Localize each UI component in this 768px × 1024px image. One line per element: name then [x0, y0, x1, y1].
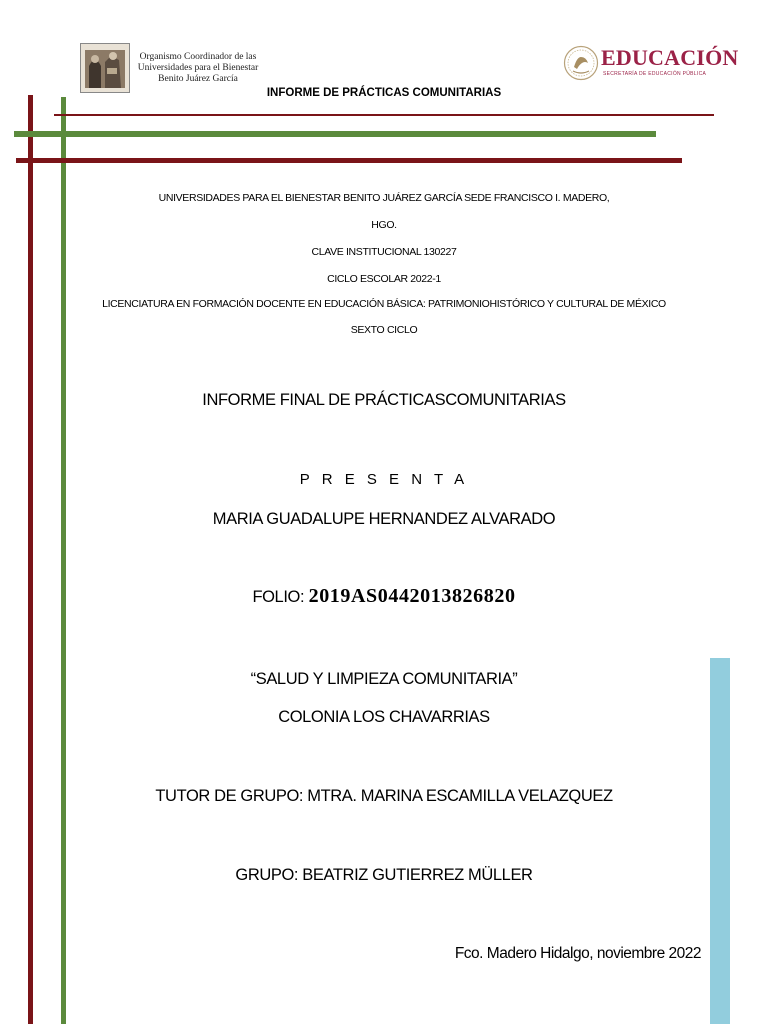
presenta-label: P R E S E N T A [299, 471, 469, 488]
school-cycle: CICLO ESCOLAR 2022-1 [327, 273, 441, 285]
folio [0, 585, 768, 608]
national-seal-icon [563, 45, 599, 81]
group-name: GRUPO: BEATRIZ GUTIERREZ MÜLLER [235, 866, 533, 884]
semester: SEXTO CICLO [350, 324, 418, 336]
header-divider-line [54, 114, 714, 116]
neighborhood: COLONIA LOS CHAVARRIAS [278, 708, 490, 726]
education-logo-title: EDUCACIÓN [601, 45, 739, 70]
folio-number: 2019AS0442013826820 [308, 585, 516, 607]
place-and-date: Fco. Madero Hidalgo, noviembre 2022 [454, 945, 701, 962]
group-tutor: TUTOR DE GRUPO: MTRA. MARINA ESCAMILLA VELAZQUEZ [155, 787, 613, 805]
org-line: Organismo Coordinador de las [139, 52, 257, 62]
organization-name [137, 52, 259, 85]
org-line: Universidades para el Bienestar [137, 63, 259, 73]
folio-label: FOLIO: [252, 588, 305, 606]
institution-name-line2: HGO. [371, 219, 397, 231]
degree-program: LICENCIATURA EN FORMACIÓN DOCENTE EN EDUCACIÓN BÁSICA: PATRIMONIOHISTÓRICO Y CULTURAL DE MÉXICO [102, 298, 666, 310]
org-line: Benito Juárez García [158, 74, 238, 84]
education-logo-subtitle: SECRETARÍA DE EDUCACIÓN PÚBLICA [603, 71, 707, 77]
report-title: INFORME FINAL DE PRÁCTICASCOMUNITARIAS [202, 391, 566, 409]
university-logo [80, 43, 130, 93]
report-header: INFORME DE PRÁCTICAS COMUNITARIAS [266, 87, 502, 99]
frame-horizontal-green-line [14, 131, 656, 137]
frame-horizontal-red-line [16, 158, 682, 163]
institutional-key: CLAVE INSTITUCIONAL 130227 [311, 246, 457, 258]
author-name: MARIA GUADALUPE HERNANDEZ ALVARADO [212, 510, 556, 528]
institution-name-line1: UNIVERSIDADES PARA EL BIENESTAR BENITO JUÁREZ GARCÍA SEDE FRANCISCO I. MADERO, [158, 192, 610, 204]
project-title: “SALUD Y LIMPIEZA COMUNITARIA” [250, 670, 518, 688]
